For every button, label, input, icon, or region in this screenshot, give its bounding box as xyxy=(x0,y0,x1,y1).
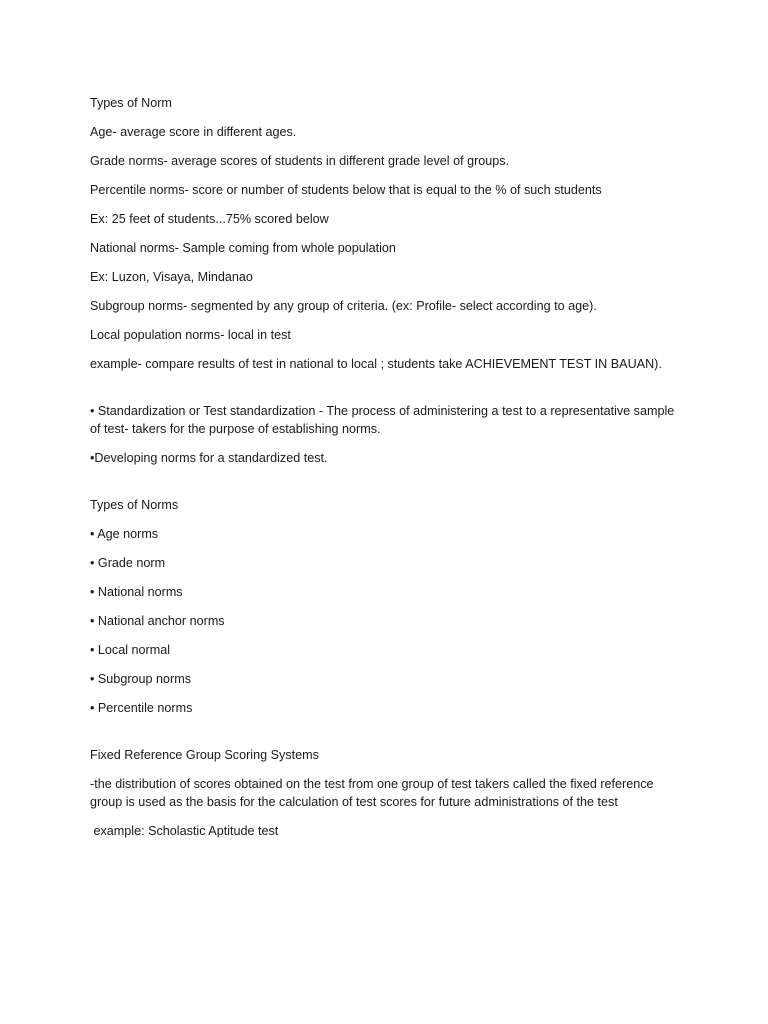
paragraph: Ex: 25 feet of students...75% scored below xyxy=(90,212,329,226)
paragraph: National norms- Sample coming from whole population xyxy=(90,241,396,255)
paragraph: example: Scholastic Aptitude test xyxy=(90,824,279,838)
paragraph: -the distribution of scores obtained on the test from one group of test takers called the fixed reference group is used as the basis for the calculation of test scores for future administrations of the test xyxy=(90,777,658,809)
paragraph: Ex: Luzon, Visaya, Mindanao xyxy=(90,270,253,284)
list-item: • Subgroup norms xyxy=(90,672,192,686)
bullet-paragraph: • Standardization or Test standardization - The process of administering a test to a representative sample of test- takers for the purpose of establishing norms. xyxy=(90,404,678,436)
paragraph: example- compare results of test in national to local ; students take ACHIEVEMENT TEST IN BAUAN). xyxy=(90,357,662,371)
section-heading: Types of Norm xyxy=(90,96,172,110)
section-heading: Fixed Reference Group Scoring Systems xyxy=(90,748,319,762)
paragraph: Age- average score in different ages. xyxy=(90,125,297,139)
paragraph: Subgroup norms- segmented by any group of criteria. (ex: Profile- select according to age). xyxy=(90,299,597,313)
list-item: • Age norms xyxy=(90,527,159,541)
paragraph: Local population norms- local in test xyxy=(90,328,291,342)
paragraph: Grade norms- average scores of students in different grade level of groups. xyxy=(90,154,510,168)
list-item: • Grade norm xyxy=(90,556,166,570)
list-item: • Percentile norms xyxy=(90,701,193,715)
list-item: • Local normal xyxy=(90,643,171,657)
list-item: • National norms xyxy=(90,585,183,599)
bullet-paragraph: •Developing norms for a standardized test. xyxy=(90,451,328,465)
document-body xyxy=(90,94,680,851)
section-heading: Types of Norms xyxy=(90,498,179,512)
paragraph: Percentile norms- score or number of students below that is equal to the % of such students xyxy=(90,183,602,197)
list-item: • National anchor norms xyxy=(90,614,225,628)
